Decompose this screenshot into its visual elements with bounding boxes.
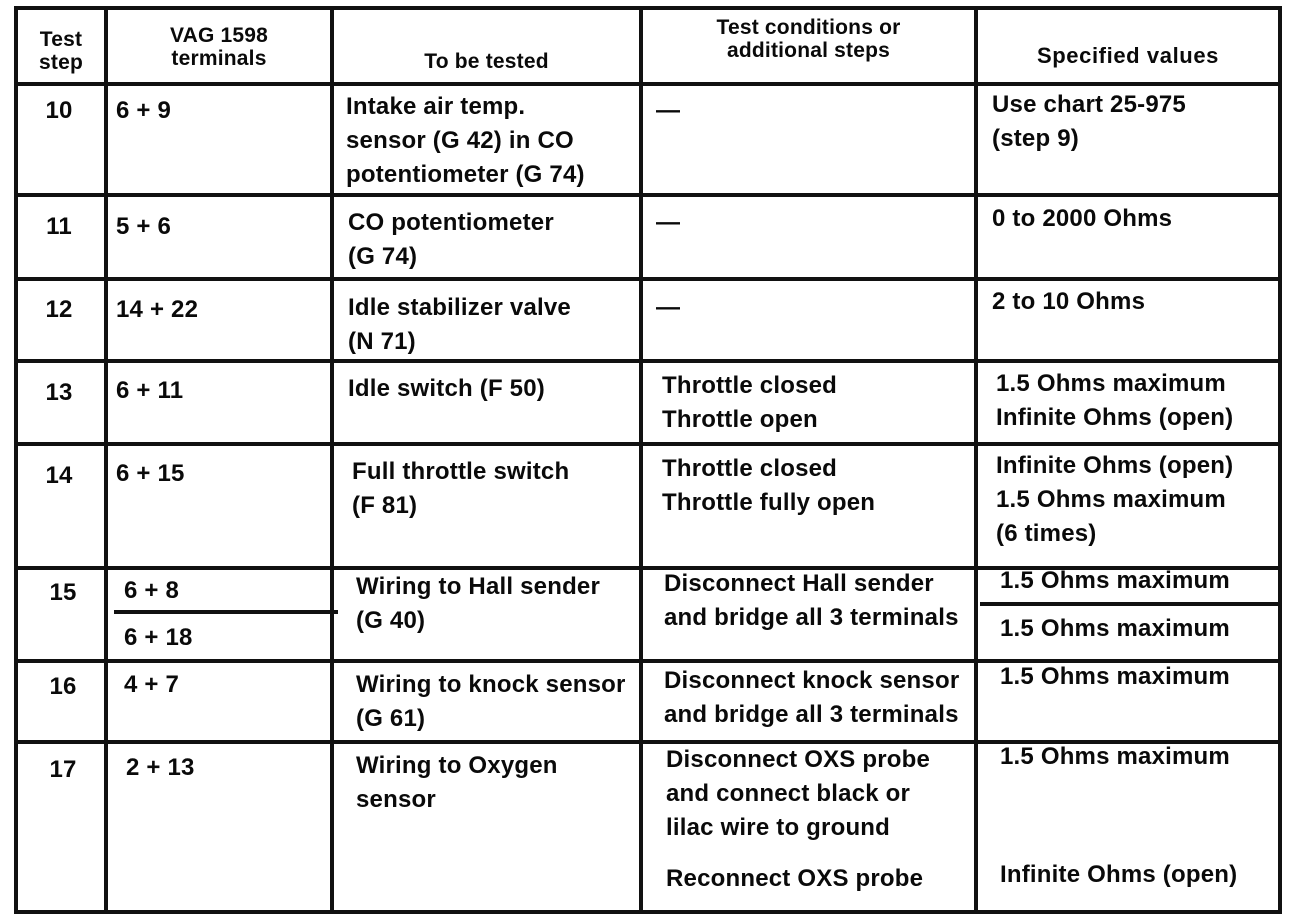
header-test-step: Test step xyxy=(39,28,83,74)
rule-row-15-split-values xyxy=(980,602,1282,606)
row-11-tested: CO potentiometer (G 74) xyxy=(348,209,554,270)
row-15-tested: Wiring to Hall sender (G 40) xyxy=(356,573,601,634)
row-15-terminals-b: 6 + 18 xyxy=(124,624,193,651)
row-14-terminals: 6 + 15 xyxy=(116,460,185,487)
row-17-terminals: 2 + 13 xyxy=(126,754,195,781)
header-to-be-tested: To be tested xyxy=(424,50,549,73)
row-10-tested: Intake air temp. sensor (G 42) in CO potentiometer (G 74) xyxy=(346,93,585,188)
rule-row-13-bottom xyxy=(14,442,1282,446)
rule-bottom xyxy=(14,910,1282,914)
row-13-terminals: 6 + 11 xyxy=(116,377,184,404)
header-specified-values: Specified values xyxy=(1036,43,1219,68)
row-10-values: Use chart 25-975 (step 9) xyxy=(992,91,1186,152)
header-terminals: VAG 1598 terminals xyxy=(169,24,269,70)
row-17-values: 1.5 Ohms maximum xyxy=(1000,743,1230,770)
row-16-tested: Wiring to knock sensor (G 61) xyxy=(356,671,626,732)
row-11-values: 0 to 2000 Ohms xyxy=(992,205,1173,232)
row-14-step: 14 xyxy=(45,462,73,489)
rule-right xyxy=(1278,6,1282,914)
row-12-terminals: 14 + 22 xyxy=(116,296,199,323)
row-10-terminals: 6 + 9 xyxy=(116,97,172,124)
row-17-step: 17 xyxy=(49,756,77,783)
rule-col-2 xyxy=(330,6,334,910)
rule-row-12-bottom xyxy=(14,359,1282,363)
rule-row-11-bottom xyxy=(14,277,1282,281)
row-15-conditions: Disconnect Hall sender and bridge all 3 terminals xyxy=(664,570,959,631)
rule-col-4 xyxy=(974,6,978,910)
row-12-conditions: — xyxy=(656,294,681,321)
row-13-conditions: Throttle closed Throttle open xyxy=(662,372,838,433)
row-10-conditions: — xyxy=(656,97,681,124)
row-17-tested: Wiring to Oxygen sensor xyxy=(356,752,558,813)
row-11-conditions: — xyxy=(656,209,681,236)
row-12-values: 2 to 10 Ohms xyxy=(992,288,1146,315)
rule-row-15-split-terminals xyxy=(114,610,338,614)
row-17-conditions: Disconnect OXS probe and connect black or lilac wire to ground xyxy=(666,746,931,841)
row-17-values-open: Infinite Ohms (open) xyxy=(1000,861,1238,888)
row-10-step: 10 xyxy=(45,97,73,124)
rule-col-3 xyxy=(639,6,643,910)
header-test-conditions: Test conditions or additional steps xyxy=(716,16,901,62)
row-11-terminals: 5 + 6 xyxy=(116,213,172,240)
row-15-terminals-a: 6 + 8 xyxy=(124,577,180,604)
row-15-values-a: 1.5 Ohms maximum xyxy=(1000,567,1230,594)
rule-header-bottom xyxy=(14,82,1282,86)
row-14-conditions: Throttle closed Throttle fully open xyxy=(662,455,876,516)
row-17-conditions-reconnect: Reconnect OXS probe xyxy=(666,865,924,892)
row-16-terminals: 4 + 7 xyxy=(124,671,180,698)
row-14-values: Infinite Ohms (open) 1.5 Ohms maximum (6 times) xyxy=(996,452,1234,547)
row-12-tested: Idle stabilizer valve (N 71) xyxy=(348,294,571,355)
row-12-step: 12 xyxy=(45,296,73,323)
row-16-step: 16 xyxy=(49,673,77,700)
row-13-step: 13 xyxy=(45,379,73,406)
rule-top xyxy=(14,6,1282,10)
row-11-step: 11 xyxy=(46,213,72,240)
rule-row-10-bottom xyxy=(14,193,1282,197)
row-16-conditions: Disconnect knock sensor and bridge all 3 terminals xyxy=(664,667,960,728)
row-16-values: 1.5 Ohms maximum xyxy=(1000,663,1230,690)
row-13-tested: Idle switch (F 50) xyxy=(348,375,545,402)
row-15-step: 15 xyxy=(49,579,77,606)
row-13-values: 1.5 Ohms maximum Infinite Ohms (open) xyxy=(996,370,1234,431)
row-14-tested: Full throttle switch (F 81) xyxy=(352,458,570,519)
row-15-values-b: 1.5 Ohms maximum xyxy=(1000,615,1230,642)
